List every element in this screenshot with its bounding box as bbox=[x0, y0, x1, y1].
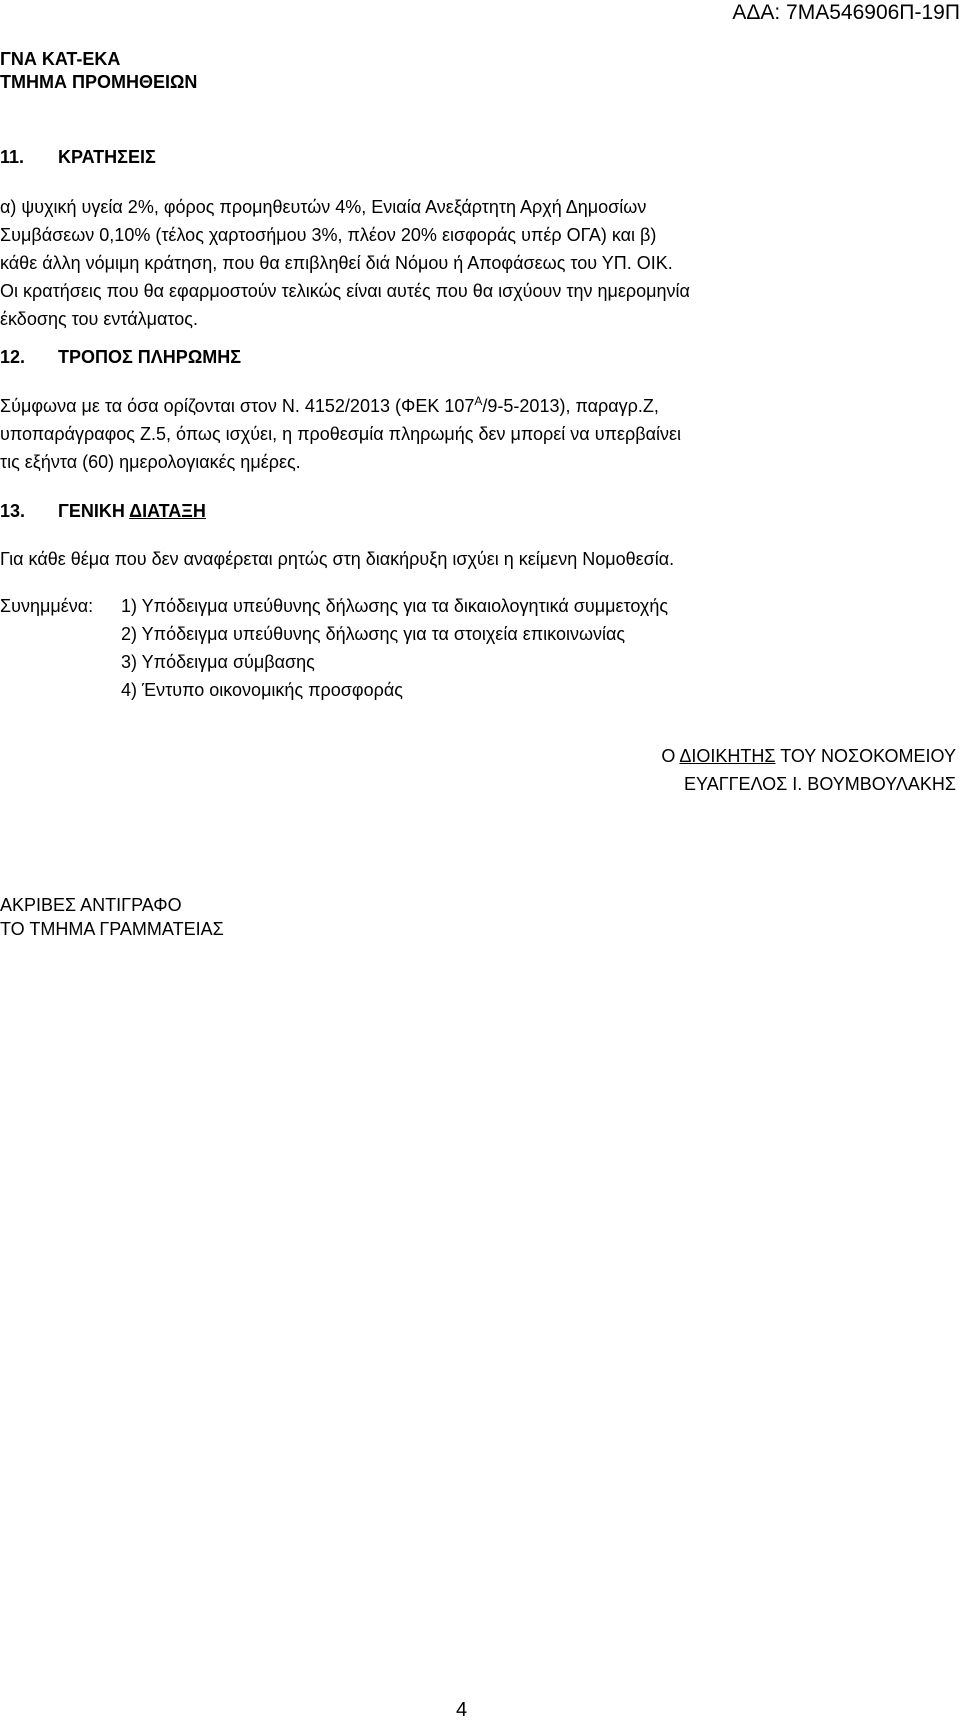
attachment-item-1: 1) Υπόδειγμα υπεύθυνης δήλωσης για τα δικαιολογητικά συμμετοχής bbox=[121, 596, 669, 616]
section-11-number: 11. bbox=[0, 147, 25, 167]
section-11-title: ΚΡΑΤΗΣΕΙΣ bbox=[58, 147, 156, 167]
section-12-line-2: υποπαράγραφος Ζ.5, όπως ισχύει, η προθεσμία πληρωμής δεν μπορεί να υπερβαίνει bbox=[0, 424, 682, 444]
page-number: 4 bbox=[456, 1699, 468, 1721]
section-13-title-underlined: ΔΙΑΤΑΞΗ bbox=[129, 501, 206, 521]
signature-underlined-word: ΔΙΟΙΚΗΤΗΣ bbox=[679, 746, 776, 766]
section-12-heading bbox=[0, 346, 241, 368]
copy-note-line-2: ΤΟ ΤΜΗΜΑ ΓΡΑΜΜΑΤΕΙΑΣ bbox=[0, 919, 224, 939]
section-11-line-3: κάθε άλλη νόμιμη κράτηση, που θα επιβληθεί διά Νόμου ή Αποφάσεως του ΥΠ. ΟΙΚ. bbox=[0, 253, 673, 273]
ada-code: ΑΔΑ: 7ΜΑ546906Π-19Π bbox=[732, 1, 960, 24]
section-13-number: 13. bbox=[0, 501, 26, 521]
section-12-title: ΤΡΟΠΟΣ ΠΛΗΡΩΜΗΣ bbox=[58, 347, 242, 367]
section-11-line-4: Οι κρατήσεις που θα εφαρμοστούν τελικώς είναι αυτές που θα ισχύουν την ημερομηνία bbox=[0, 281, 690, 301]
copy-note-line-1: ΑΚΡΙΒΕΣ ΑΝΤΙΓΡΑΦΟ bbox=[0, 895, 182, 915]
section-13-title: ΓΕΝΙΚΗ bbox=[58, 501, 130, 521]
org-name: ΓΝΑ ΚΑΤ-ΕΚΑ bbox=[0, 49, 121, 69]
section-13-text: Για κάθε θέμα που δεν αναφέρεται ρητώς στη διακήρυξη ισχύει η κείμενη Νομοθεσία. bbox=[0, 549, 675, 569]
section-11-heading bbox=[0, 146, 156, 168]
attachment-item-2: 2) Υπόδειγμα υπεύθυνης δήλωσης για τα στοιχεία επικοινωνίας bbox=[121, 624, 626, 644]
section-12-number: 12. bbox=[0, 347, 26, 367]
attachments-label: Συνημμένα: bbox=[0, 596, 94, 616]
section-12-line-3: τις εξήντα (60) ημερολογιακές ημέρες. bbox=[0, 452, 301, 472]
department-name: ΤΜΗΜΑ ΠΡΟΜΗΘΕΙΩΝ bbox=[0, 72, 198, 92]
attachment-item-3: 3) Υπόδειγμα σύμβασης bbox=[121, 652, 315, 672]
section-11-line-1: α) ψυχική υγεία 2%, φόρος προμηθευτών 4%, Ενιαία Ανεξάρτητη Αρχή Δημοσίων bbox=[0, 197, 647, 217]
section-12-line-1 bbox=[0, 392, 659, 420]
signature-name: ΕΥΑΓΓΕΛΟΣ Ι. ΒΟΥΜΒΟΥΛΑΚΗΣ bbox=[684, 774, 956, 794]
signature-line-1: Ο ΔΙΟΙΚΗΤΗΣ ΤΟΥ ΝΟΣΟΚΟΜΕΙΟΥ bbox=[661, 742, 956, 770]
section-11-line-5: έκδοσης του εντάλματος. bbox=[0, 309, 198, 329]
attachment-item-4: 4) Έντυπο οικονομικής προσφοράς bbox=[121, 680, 403, 700]
fek-superscript: Α bbox=[474, 394, 483, 408]
section-12-line-1-text: Σύμφωνα με τα όσα ορίζονται στον Ν. 4152/2013 (ΦΕΚ 107 bbox=[0, 396, 475, 416]
section-12-line-1-tail: /9-5-2013), παραγρ.Ζ, bbox=[482, 396, 659, 416]
section-13-heading bbox=[0, 500, 206, 522]
section-11-line-2: Συμβάσεων 0,10% (τέλος χαρτοσήμου 3%, πλέον 20% εισφοράς υπέρ ΟΓΑ) και β) bbox=[0, 225, 657, 245]
